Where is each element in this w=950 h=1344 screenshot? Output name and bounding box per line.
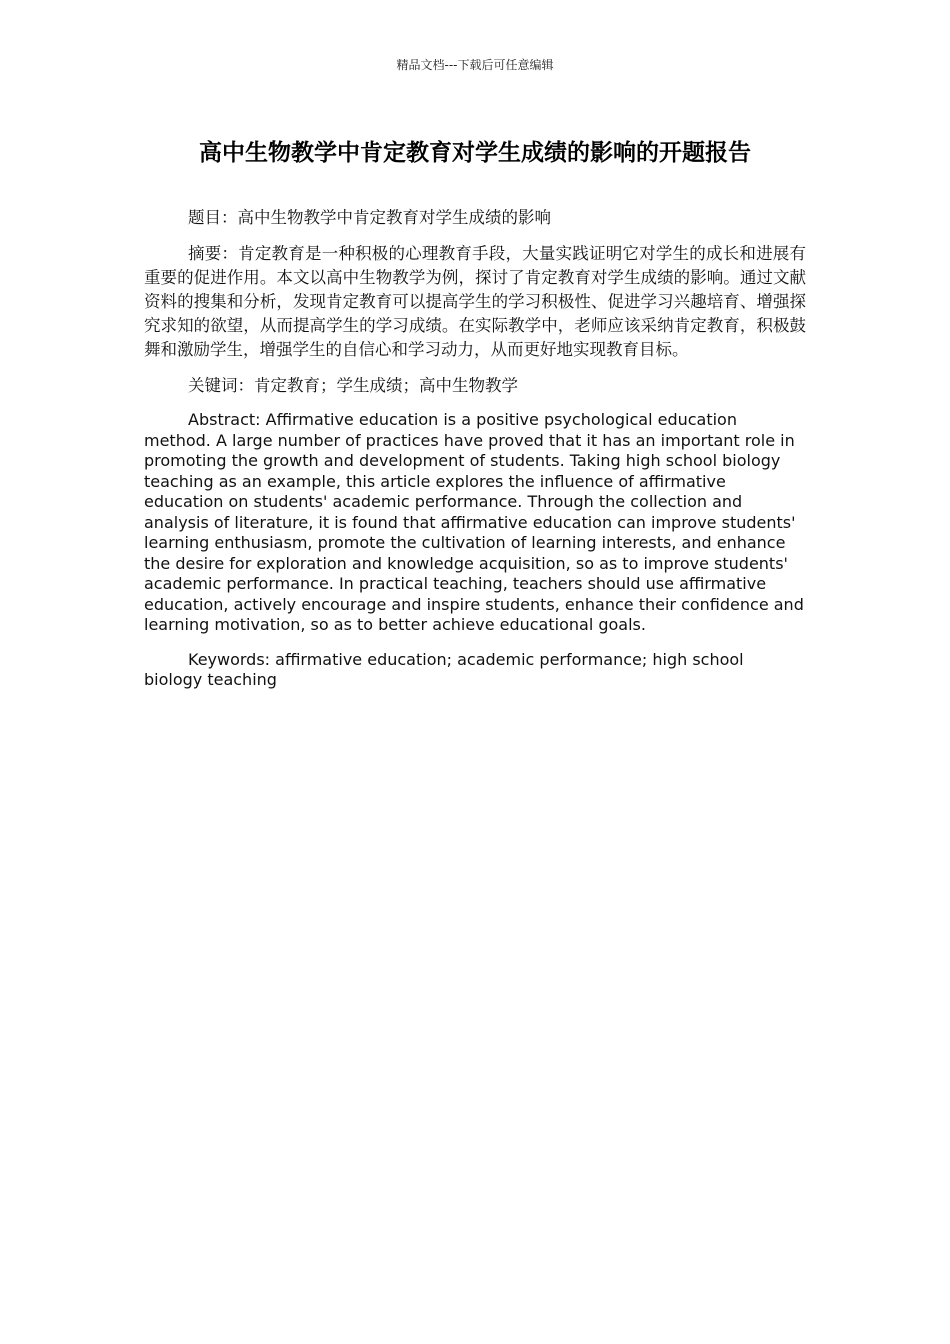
keywords-en-paragraph: Keywords: affirmative education; academic performance; high school biology teaching: [144, 649, 744, 689]
keywords-cn-paragraph: 关键词：肯定教育；学生成绩；高中生物教学: [188, 376, 518, 395]
header-note: 精品文档---下载后可任意编辑: [396, 58, 554, 72]
document-body: [144, 206, 806, 705]
topic-paragraph: 题目：高中生物教学中肯定教育对学生成绩的影响: [188, 208, 551, 227]
abstract-cn-paragraph: 摘要：肯定教育是一种积极的心理教育手段，大量实践证明它对学生的成长和进展有重要的促进作用。本文以高中生物教学为例，探讨了肯定教育对学生成绩的影响。通过文献资料的搜集和分析，发现肯定教育可以提高学生的学习积极性、促进学习兴趣培育、增强探究求知的欲望，从而提高学生的学习成绩。在实际教学中，老师应该采纳肯定教育，积极鼓舞和激励学生，增强学生的自信心和学习动力，从而更好地实现教育目标。: [144, 244, 806, 359]
abstract-en-paragraph: Abstract: Affirmative education is a positive psychological education method. A large number of practices have proved that it has an important role in promoting the growth and development of students. Taking high school biology teaching as an example, this article explores the influence of affirmative education on students' academic performance. Through the collection and analysis of literature, it is found that affirmative education can improve students' learning enthusiasm, promote the cultivation of learning interests, and enhance the desire for exploration and knowledge acquisition, so as to improve students' academic performance. In practical teaching, teachers should use affirmative education, actively encourage and inspire students, enhance their confidence and learning motivation, so as to better achieve educational goals.: [144, 410, 804, 634]
document-title: 高中生物教学中肯定教育对学生成绩的影响的开题报告: [199, 140, 751, 166]
